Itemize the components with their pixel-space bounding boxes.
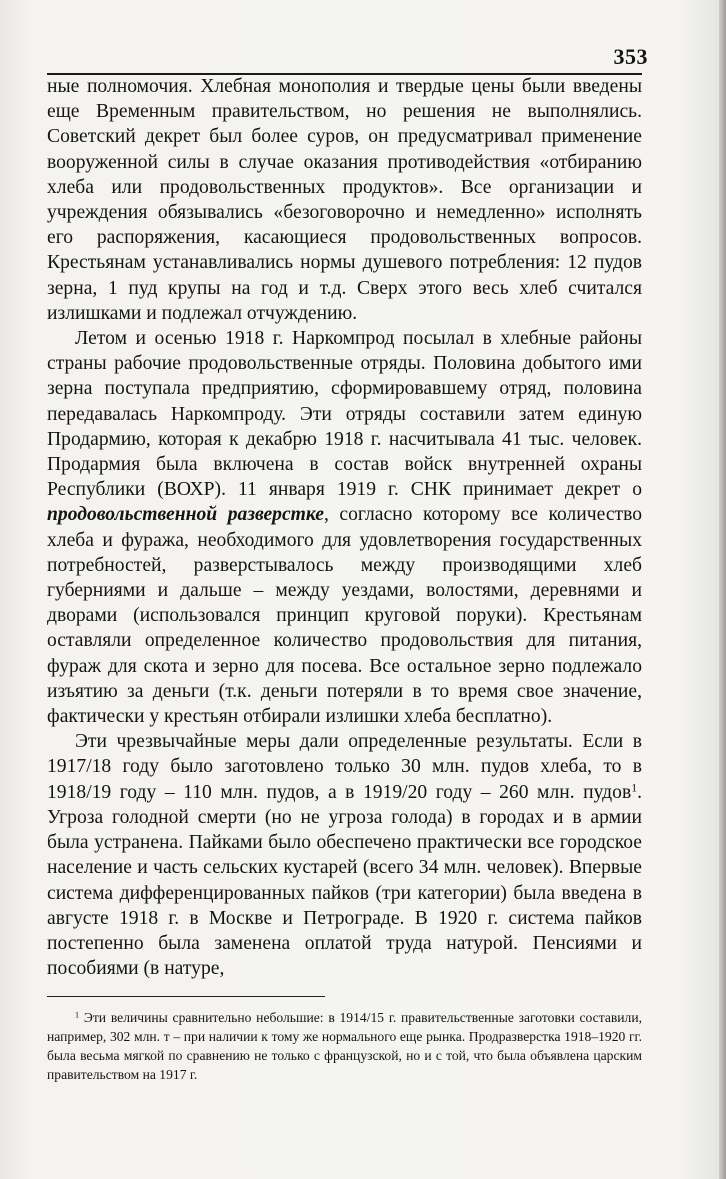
paragraph-3-part-1: Эти чрезвычайные меры дали определенные результаты. Если в 1917/18 году было заготовлено только 30 млн. пудов хлеба, то в 1918/19 году – 110 млн. пудов, а в 1919/20 году – 260 млн. пудов bbox=[47, 731, 642, 803]
paragraph-2 bbox=[47, 326, 642, 729]
emphasized-term: продовольственной разверстке bbox=[47, 504, 324, 526]
paragraph-3 bbox=[47, 729, 642, 981]
footnote-reference: 1 bbox=[631, 781, 638, 795]
footnote-mark: 1 bbox=[75, 1010, 80, 1020]
footnote-divider bbox=[47, 996, 325, 997]
paragraph-3-part-2: . Угроза голодной смерти (но не угроза голода) в городах и в армии была устранена. Пайками было обеспечено практически все городское население и часть сельских кустарей (всего 34 млн. человек). Впервые система дифференцированных пайков (три категории) была введена в августе 1918 г. в Москве и Петрограде. В 1920 г. система пайков постепенно была заменена оплатой труда натурой. Пенсиями и пособиями (в натуре, bbox=[47, 781, 642, 980]
page-number: 353 bbox=[613, 44, 648, 69]
paragraph-2-part-2: , согласно которому все количество хлеба и фуража, необходимого для удовлетворения государственных потребностей, разверстывалось между производящими хлеб губерниями и дальше – между уездами, волостями, деревнями и дворами (использовался принцип круговой поруки). Крестьянам оставляли определенное количество продовольствия для питания, фураж для скота и зерно для посева. Все остальное зерно подлежало изъятию за деньги (т.к. деньги потеряли в то время свое значение, фактически у крестьян отбирали излишки хлеба бесплатно). bbox=[47, 504, 643, 728]
paragraph-1: ные полномочия. Хлебная монополия и твердые цены были введены еще Временным правительством, но решения не выполнялись. Советский декрет был более суров, он предусматривал применение вооруженной силы в случае оказания противодействия «отбиранию хлеба или продовольственных продуктов». Все организации и учреждения обязывались «безоговорочно и немедленно» исполнять его распоряжения, касающиеся продовольственных вопросов. Крестьянам устанавливались нормы душевого потребления: 12 пудов зерна, 1 пуд крупы на год и т.д. Сверх этого весь хлеб считался излишками и подлежал отчуждению. bbox=[47, 76, 642, 324]
footnote-text: Эти величины сравнительно небольшие: в 1914/15 г. правительственные заготовки составили, например, 302 млн. т – при наличии к тому же нормального еще рынка. Продразверстка 1918–1920 гг. была весьма мягкой по сравнению не только с французской, но и с той, что была объявлена царским правительством на 1917 г. bbox=[47, 1010, 642, 1082]
paragraph-2-part-1: Летом и осенью 1918 г. Наркомпрод посылал в хлебные районы страны рабочие продовольственные отряды. Половина добытого ими зерна поступала предприятию, сформировавшему отряд, половина передавалась Наркомпроду. Эти отряды составили затем единую Продармию, которая к декабрю 1918 г. насчитывала 41 тыс. человек. Продармия была включена в состав войск внутренней охраны Республики (ВОХР). 11 января 1919 г. СНК принимает декрет о bbox=[47, 328, 642, 501]
page-edge-shadow bbox=[719, 0, 726, 1179]
footnote bbox=[47, 1008, 642, 1084]
body-text bbox=[47, 74, 642, 981]
